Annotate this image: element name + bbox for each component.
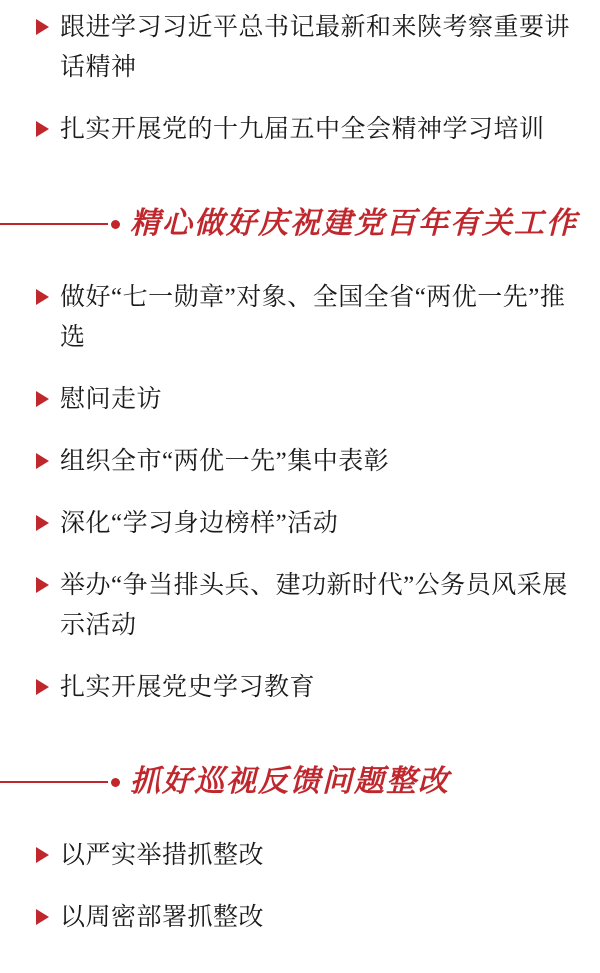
top-spacer [0,0,600,8]
list-item-label: 做好“七一勋章”对象、全国全省“两优一先”推选 [60,284,566,351]
section-title: 抓好巡视反馈问题整改 [130,765,450,798]
list-block-0 [0,8,600,150]
section-spacer [0,244,600,278]
list-item-label: 扎实开展党史学习教育 [60,674,316,701]
list-item [0,668,600,708]
triangle-bullet-icon [36,515,50,531]
list-item-label: 以严实举措抓整改 [60,842,265,869]
section-rule [0,220,122,229]
list-item [0,110,600,150]
list-block-2 [0,836,600,938]
triangle-bullet-icon [36,289,50,305]
rule-line [0,223,108,225]
triangle-bullet-icon [36,121,50,137]
list-item [0,836,600,876]
list-item-label: 慰问走访 [60,386,163,413]
section-heading [0,762,600,802]
triangle-bullet-icon [36,391,50,407]
list-item [0,8,600,88]
list-item [0,278,600,358]
list-block-1 [0,278,600,708]
list-item [0,442,600,482]
triangle-bullet-icon [36,679,50,695]
triangle-bullet-icon [36,909,50,925]
list-item-label: 扎实开展党的十九届五中全会精神学习培训 [60,116,545,143]
list-item-label: 举办“争当排头兵、建功新时代”公务员风采展示活动 [60,572,568,639]
section-heading [0,204,600,244]
list-item-label: 跟进学习习近平总书记最新和来陕考察重要讲话精神 [60,14,571,81]
triangle-bullet-icon [36,847,50,863]
list-item [0,898,600,938]
section-rule [0,778,122,787]
list-item-label: 深化“学习身边榜样”活动 [60,510,339,537]
section-spacer [0,802,600,836]
list-item-label: 以周密部署抓整改 [60,904,265,931]
section-title: 精心做好庆祝建党百年有关工作 [130,207,578,240]
triangle-bullet-icon [36,19,50,35]
list-item [0,566,600,646]
section-spacer [0,150,600,204]
triangle-bullet-icon [36,453,50,469]
list-item [0,504,600,544]
rule-line [0,781,108,783]
triangle-bullet-icon [36,577,50,593]
section-spacer [0,708,600,762]
rule-dot-icon [111,778,120,787]
list-item-label: 组织全市“两优一先”集中表彰 [60,448,390,475]
rule-dot-icon [111,220,120,229]
list-item [0,380,600,420]
